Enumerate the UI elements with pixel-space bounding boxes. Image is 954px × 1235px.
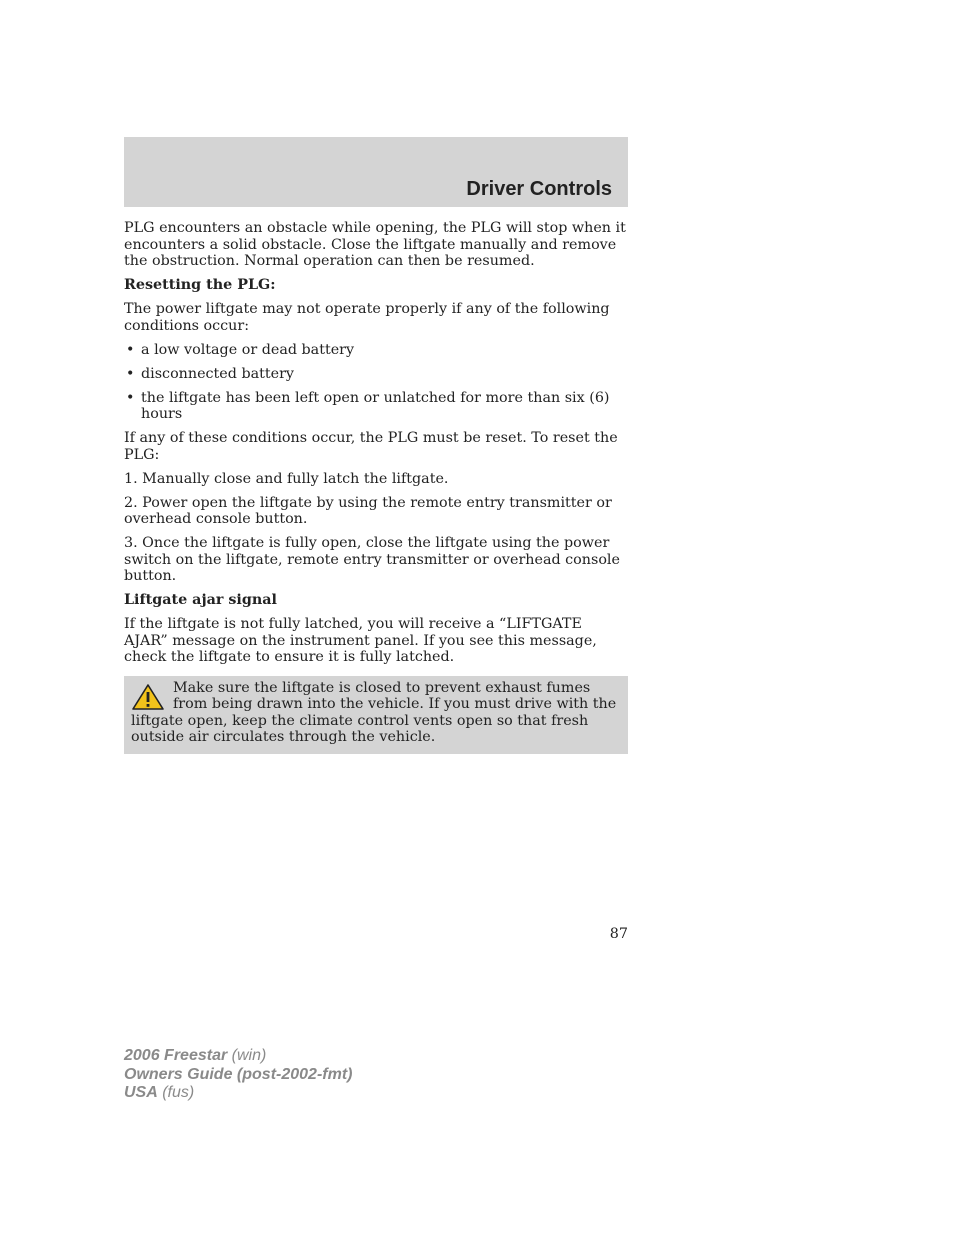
footer-market-code: (fus) <box>157 1084 195 1101</box>
conditions-list <box>124 342 628 423</box>
section-title: Driver Controls <box>466 178 612 200</box>
condition-text: a low voltage or dead battery <box>141 341 355 358</box>
footer-line-2: Owners Guide (post-2002-fmt) <box>124 1065 353 1083</box>
footer-model: 2006 Freestar <box>124 1047 228 1064</box>
warning-text: Make sure the liftgate is closed to prevent exhaust fumes from being drawn into the vehicle. If you must drive with the liftgate open, keep the climate control vents open so that fresh outside air circulates through the vehicle. <box>131 679 617 745</box>
list-item <box>124 366 628 383</box>
condition-text: disconnected battery <box>141 365 295 382</box>
list-item <box>124 342 628 359</box>
footer-model-code: (win) <box>227 1047 267 1064</box>
footer <box>124 1047 352 1103</box>
bullet-icon: • <box>126 389 135 406</box>
footer-line-1 <box>124 1047 352 1066</box>
reset-instruction-paragraph: If any of these conditions occur, the PLG must be reset. To reset the PLG: <box>124 430 618 463</box>
step-item: 3. Once the liftgate is fully open, close the liftgate using the power switch on the liftgate, remote entry transmitter or overhead console button. <box>124 535 620 584</box>
bullet-icon: • <box>126 341 135 358</box>
warning-triangle-icon <box>131 683 165 711</box>
section-header-band <box>124 137 628 207</box>
footer-line-3 <box>124 1084 352 1103</box>
step-item: 1. Manually close and fully latch the liftgate. <box>124 470 449 487</box>
warning-box <box>124 676 628 754</box>
list-item <box>124 390 628 423</box>
step-item: 2. Power open the liftgate by using the remote entry transmitter or overhead console button. <box>124 494 612 527</box>
reset-heading: Resetting the PLG: <box>124 277 276 293</box>
page-number: 87 <box>609 926 628 942</box>
ajar-paragraph: If the liftgate is not fully latched, you will receive a “LIFTGATE AJAR” message on the instrument panel. If you see this message, check the liftgate to ensure it is fully latched. <box>124 616 597 665</box>
ajar-heading: Liftgate ajar signal <box>124 592 277 608</box>
page-content <box>124 220 628 754</box>
intro-paragraph: PLG encounters an obstacle while opening, the PLG will stop when it encounters a solid obstacle. Close the liftgate manually and remove the obstruction. Normal operation can then be resumed. <box>124 220 626 269</box>
reset-intro-paragraph: The power liftgate may not operate properly if any of the following conditions occur: <box>124 301 610 334</box>
condition-text: the liftgate has been left open or unlatched for more than six (6) hours <box>141 389 610 422</box>
bullet-icon: • <box>126 365 135 382</box>
footer-market: USA <box>124 1084 158 1101</box>
